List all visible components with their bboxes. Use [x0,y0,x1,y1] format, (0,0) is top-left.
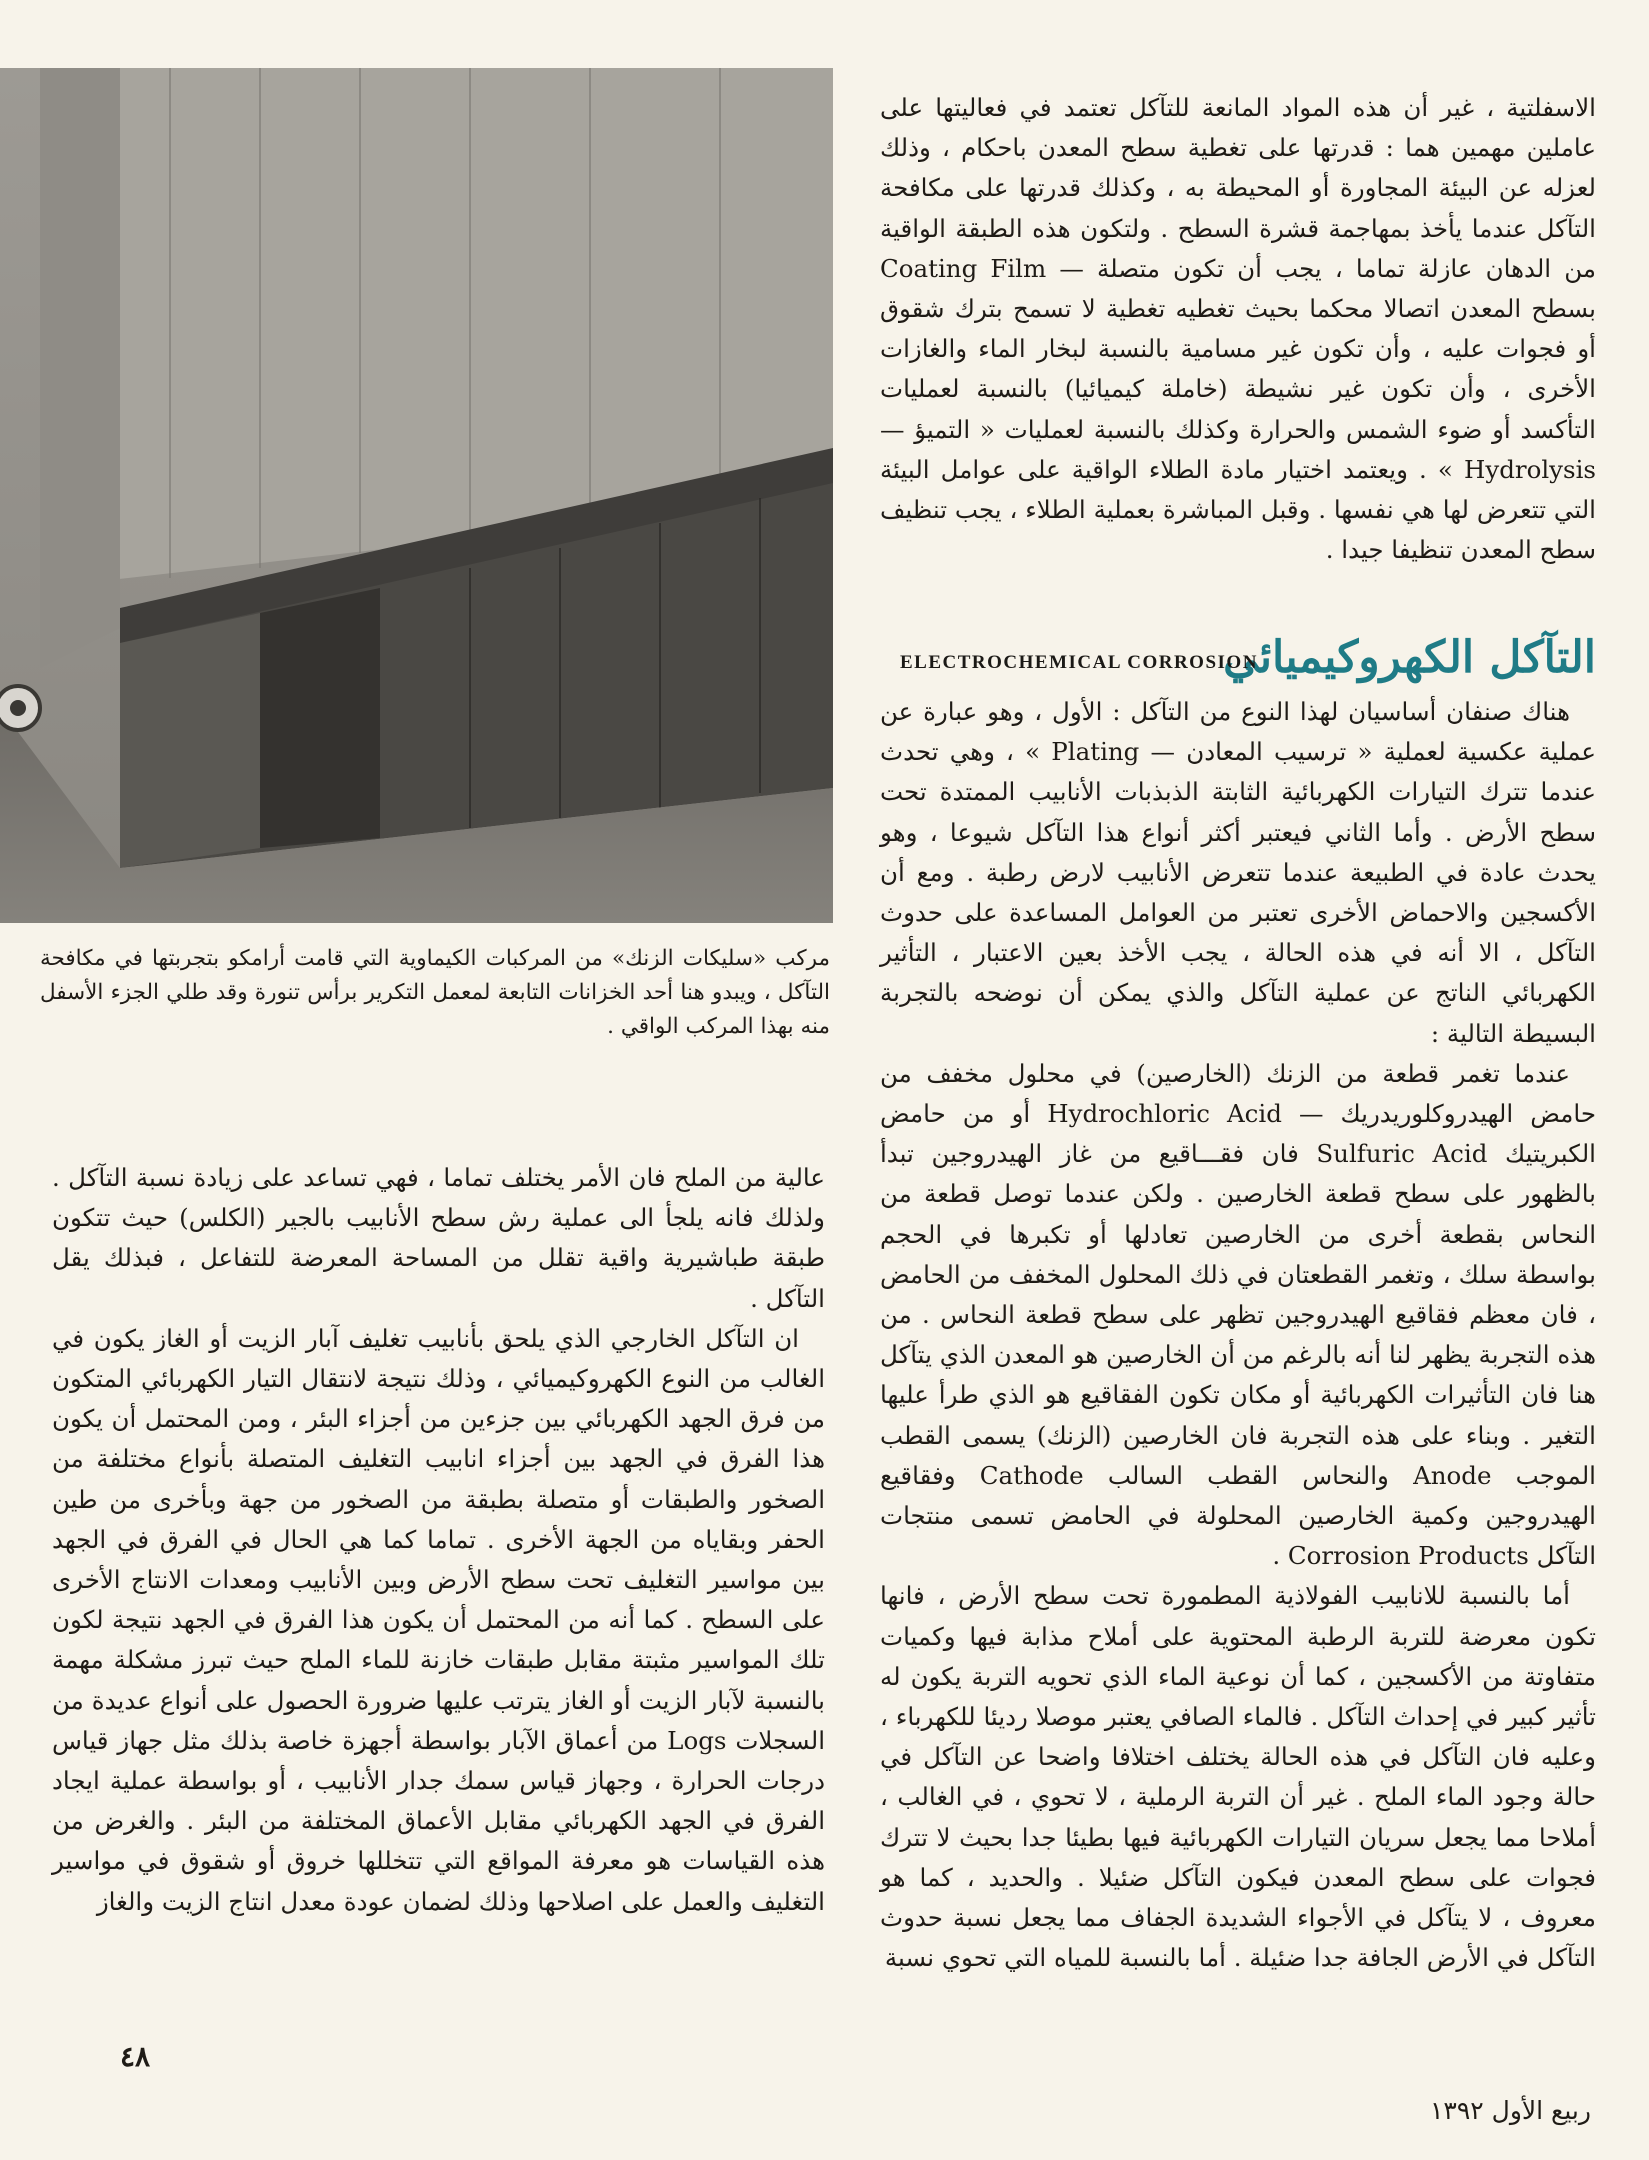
article-column-right-top [880,88,1596,570]
photo-caption: مركب «سليكات الزنك» من المركبات الكيماوية التي قامت أرامكو بتجربتها في مكافحة التآكل ، ويبدو هنا أحد الخزانات التابعة لمعمل التكرير برأس تنورة وقد طلي الجزء الأسفل منه بهذا المركب الواقي . [40,946,830,1039]
paragraph-types: هناك صنفان أساسيان لهذا النوع من التآكل : الأول ، وهو عبارة عن عملية عكسية لعملية « ترسيب المعادن — Plating » ، وهي تحدث عندما تترك التيارات الكهربائية الثابتة الذبذبات الأنابيب الممتدة تحت سطح الأرض . وأما الثاني فيعتبر أكثر أنواع هذا التآكل شيوعا ، وهو يحدث عادة في الطبيعة عندما تتعرض الأنابيب لارض رطبة . ومع أن الأكسجين والاحماض الأخرى تعتبر من العوامل المساعدة على حدوث التآكل ، الا أنه في هذه الحالة ، يجب الأخذ بعين الاعتبار ، التأثير الكهربائي الناتج عن عملية التآكل والذي يمكن أن نوضحه بالتجربة البسيطة التالية : [880,697,1596,1048]
tank-wall-illustration [0,68,833,923]
paragraph-experiment: عندما تغمر قطعة من الزنك (الخارصين) في محلول مخفف من حامض الهيدروكلوريدريك — Hydrochloric Acid أو من حامض الكبريتيك Sulfuric Acid فان فقـــاقيع من غاز الهيدروجين تبدأ بالظهور على سطح قطعة الخارصين . ولكن عندما توصل قطعة من النحاس بقطعة أخرى من الخارصين تعادلها أو تكبرها في الحجم بواسطة سلك ، وتغمر القطعتان في ذلك المحلول المخفف من الحامض ، فان معظم فقاقيع الهيدروجين تظهر على سطح قطعة النحاس . من هذه التجربة يظهر لنا أنه بالرغم من أن الخارصين هو المعدن الذي يتآكل هنا فان التأثيرات الكهربائية أو مكان تكون الفقاقيع هو الذي طرأ عليها التغير . وبناء على هذه التجربة فان الخارصين (الزنك) يسمى القطب الموجب Anode والنحاس القطب السالب Cathode وفقاقيع الهيدروجين وكمية الخارصين المحلولة في الحامض تسمى منتجات التآكل Corrosion Products . [880,1058,1596,1571]
paragraph-salt-water: عالية من الملح فان الأمر يختلف تماما ، فهي تساعد على زيادة نسبة التآكل . ولذلك فانه يلجأ الى عملية رش سطح الأنابيب بالجير (الكلس) حيث تتكون طبقة طباشيرية واقية تقلل من المساحة المعرضة للتفاعل ، فبذلك يقل التآكل . [52,1163,825,1313]
article-column-left [52,1158,825,1922]
tank-wall-photo [0,68,833,923]
paragraph-well-casing: ان التآكل الخارجي الذي يلحق بأنابيب تغليف آبار الزيت أو الغاز يكون في الغالب من النوع الكهروكيميائي ، وذلك نتيجة لانتقال التيار الكهربائي المتكون من فرق الجهد الكهربائي بين جزءين من أجزاء البئر ، ومن المحتمل أن يكون هذا الفرق في الجهد بين أجزاء انابيب التغليف المتصلة بأنواع مختلفة من الصخور والطبقات أو متصلة بطبقة من الصخور من جهة وبأخرى من طين الحفر وبقاياه من الجهة الأخرى . تماما كما هي الحال في الفرق في الجهد بين مواسير التغليف تحت سطح الأرض وبين الأنابيب ومعدات الانتاج الأخرى على السطح . كما أنه من المحتمل أن يكون هذا الفرق في الجهد نتيجة لكون تلك المواسير مثبتة مقابل طبقات خازنة للماء الملح حيث تبرز مشكلة مهمة بالنسبة لآبار الزيت أو الغاز يترتب عليها ضرورة الحصول على أنواع عديدة من السجلات Logs من أعماق الآبار بواسطة أجهزة خاصة بذلك مثل جهاز قياس درجات الحرارة ، وجهاز قياس سمك جدار الأنابيب ، أو بواسطة عملية ايجاد الفرق في الجهد الكهربائي مقابل الأعماق المختلفة من البئر . والغرض من هذه القياسات هو معرفة المواقع التي تتخللها خروق أو شقوق في مواسير التغليف والعمل على اصلاحها وذلك لضمان عودة معدل انتاج الزيت والغاز [52,1323,825,1916]
issue-date: ربيع الأول ١٣٩٢ [1430,2096,1591,2125]
section-heading-arabic: التآكل الكهروكيميائي [1223,632,1596,683]
page-number: ٤٨ [120,2040,151,2073]
paragraph-coatings: الاسفلتية ، غير أن هذه المواد المانعة للتآكل تعتمد في فعاليتها على عاملين مهمين هما : قدرتها على تغطية سطح المعدن باحكام ، وذلك لعزله عن البيئة المجاورة أو المحيطة به ، وكذلك قدرتها على مكافحة التآكل عندما يأخذ بمهاجمة قشرة السطح . ولتكون هذه الطبقة الواقية من الدهان عازلة تماما ، يجب أن تكون متصلة — Coating Film بسطح المعدن اتصالا محكما بحيث تغطيه تغطية لا تسمح بترك شقوق أو فجوات عليه ، وأن تكون غير مسامية بالنسبة لبخار الماء والغازات الأخرى ، وأن تكون غير نشيطة (خاملة كيميائيا) بالنسبة لعمليات التأكسد أو ضوء الشمس والحرارة وكذلك بالنسبة لعمليات « التميؤ — Hydrolysis » . ويعتمد اختيار مادة الطلاء الواقية على عوامل البيئة التي تتعرض لها هي نفسها . وقبل المباشرة بعملية الطلاء ، يجب تنظيف سطح المعدن تنظيفا جيدا . [880,93,1596,565]
article-column-right [880,692,1596,1979]
section-heading [880,630,1596,686]
section-heading-english: ELECTROCHEMICAL CORROSION [900,652,1258,673]
paragraph-buried-pipes: أما بالنسبة للانابيب الفولاذية المطمورة تحت سطح الأرض ، فانها تكون معرضة للتربة الرطبة المحتوية على أملاح مذابة فيها وكميات متفاوتة من الأكسجين ، كما أن نوعية الماء الذي تحويه التربة يكون له تأثير كبير في إحداث التآكل . فالماء الصافي يعتبر موصلا رديئا للكهرباء ، وعليه فان التآكل في هذه الحالة يختلف اختلافا واضحا عن التآكل في حالة وجود الماء الملح . غير أن التربة الرملية ، لا تحوي ، في الغالب ، أملاحا مما يجعل سريان التيارات الكهربائية فيها بطيئا جدا بحيث لا تترك فجوات على سطح المعدن فيكون التآكل ضئيلا . والحديد ، كما هو معروف ، لا يتآكل في الأجواء الشديدة الجفاف مما يجعل نسبة حدوث التآكل في الأرض الجافة جدا ضئيلة . أما بالنسبة للمياه التي تحوي نسبة [880,1581,1596,1973]
